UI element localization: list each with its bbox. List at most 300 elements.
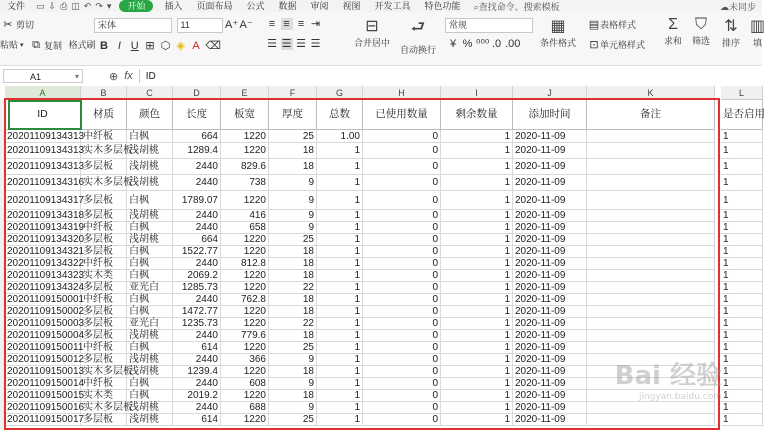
table-cell[interactable]: 0 bbox=[363, 366, 441, 378]
table-cell[interactable] bbox=[587, 210, 715, 222]
column-header-k[interactable]: K bbox=[587, 86, 715, 100]
table-cell[interactable]: 20201109134317 bbox=[5, 191, 81, 210]
table-cell[interactable]: 多层板 bbox=[81, 246, 127, 258]
table-cell[interactable] bbox=[587, 414, 715, 426]
table-cell[interactable]: 白枫 bbox=[127, 342, 173, 354]
undo-icon[interactable]: ↶ bbox=[83, 0, 92, 11]
table-cell[interactable] bbox=[587, 246, 715, 258]
table-cell[interactable]: 0 bbox=[363, 330, 441, 342]
table-cell[interactable]: 2020-11-09 bbox=[513, 282, 587, 294]
table-cell[interactable]: 浅胡桃 bbox=[127, 159, 173, 175]
table-cell[interactable]: 1 bbox=[721, 414, 763, 426]
column-header-c[interactable]: C bbox=[127, 86, 173, 100]
table-cell[interactable] bbox=[587, 143, 715, 159]
header-cell[interactable]: ID bbox=[5, 100, 81, 130]
column-header-a[interactable]: A bbox=[5, 86, 81, 100]
table-cell[interactable]: 1220 bbox=[221, 306, 269, 318]
table-cell[interactable]: 25 bbox=[269, 414, 317, 426]
merge-center-button[interactable] bbox=[354, 16, 390, 49]
table-cell[interactable]: 1220 bbox=[221, 282, 269, 294]
table-cell[interactable]: 1220 bbox=[221, 234, 269, 246]
table-cell[interactable]: 1 bbox=[721, 210, 763, 222]
column-header-b[interactable]: B bbox=[81, 86, 127, 100]
table-cell[interactable]: 0 bbox=[363, 222, 441, 234]
table-cell[interactable]: 20201109134323 bbox=[7, 270, 85, 281]
table-cell[interactable]: 829.6 bbox=[221, 159, 269, 175]
column-header-d[interactable]: D bbox=[173, 86, 221, 100]
header-cell[interactable]: 备注 bbox=[587, 100, 715, 130]
table-cell[interactable]: 多层板 bbox=[81, 318, 127, 330]
table-cell[interactable]: 9 bbox=[269, 378, 317, 390]
table-cell[interactable]: 1 bbox=[317, 378, 363, 390]
tab-developer[interactable]: 开发工具 bbox=[374, 1, 411, 11]
table-cell[interactable]: 1 bbox=[317, 402, 363, 414]
table-cell[interactable]: 1 bbox=[721, 282, 763, 294]
sync-status[interactable] bbox=[720, 0, 762, 13]
table-cell[interactable]: 多层板 bbox=[81, 282, 127, 294]
decrease-font-icon[interactable]: A⁻ bbox=[239, 18, 253, 31]
table-cell[interactable]: 白枫 bbox=[127, 246, 173, 258]
table-cell[interactable]: 浅胡桃 bbox=[127, 354, 173, 366]
table-cell[interactable] bbox=[587, 306, 715, 318]
increase-font-icon[interactable]: A⁺ bbox=[225, 18, 239, 31]
table-cell[interactable]: 1239.4 bbox=[173, 366, 221, 378]
column-header-h[interactable]: H bbox=[363, 86, 441, 100]
table-cell[interactable]: 18 bbox=[269, 294, 317, 306]
table-cell[interactable]: 1 bbox=[721, 402, 763, 414]
table-cell[interactable]: 20201109150004 bbox=[7, 330, 85, 341]
table-cell[interactable]: 1 bbox=[441, 222, 513, 234]
table-cell[interactable]: 2020-11-09 bbox=[513, 354, 587, 366]
table-cell[interactable]: 1 bbox=[441, 130, 513, 143]
column-header-g[interactable]: G bbox=[317, 86, 363, 100]
table-cell[interactable]: 1 bbox=[721, 258, 763, 270]
underline-icon[interactable]: U bbox=[130, 40, 139, 52]
table-cell[interactable]: 25 bbox=[269, 130, 317, 143]
header-cell[interactable]: 剩余数量 bbox=[441, 100, 513, 130]
table-style-button[interactable] bbox=[588, 18, 636, 31]
align-middle-icon[interactable]: ≡ bbox=[281, 18, 293, 30]
table-cell[interactable]: 2020-11-09 bbox=[513, 342, 587, 354]
table-cell[interactable]: 20201109134319 bbox=[7, 222, 85, 233]
table-cell[interactable]: 2019.2 bbox=[173, 390, 221, 402]
table-cell[interactable]: 亚光白 bbox=[127, 318, 173, 330]
table-cell[interactable]: 1 bbox=[721, 318, 763, 330]
table-cell[interactable]: 1 bbox=[317, 414, 363, 426]
align-right-icon[interactable]: ☰ bbox=[296, 38, 306, 50]
table-cell[interactable]: 1 bbox=[317, 175, 363, 191]
table-cell[interactable]: 2020-11-09 bbox=[513, 330, 587, 342]
table-cell[interactable]: 2440 bbox=[173, 258, 221, 270]
table-cell[interactable]: 1 bbox=[317, 306, 363, 318]
table-cell[interactable]: 18 bbox=[269, 366, 317, 378]
table-cell[interactable]: 2020-11-09 bbox=[513, 270, 587, 282]
table-cell[interactable]: 1 bbox=[441, 159, 513, 175]
table-cell[interactable]: 1 bbox=[441, 210, 513, 222]
save-icon[interactable]: ▭ bbox=[36, 0, 45, 11]
table-cell[interactable]: 1220 bbox=[221, 191, 269, 210]
table-cell[interactable]: 9 bbox=[269, 222, 317, 234]
tab-home[interactable]: 开始 bbox=[119, 0, 153, 12]
thousands-icon[interactable]: ⁰⁰⁰ bbox=[476, 38, 490, 50]
table-cell[interactable]: 1 bbox=[721, 354, 763, 366]
tab-features[interactable]: 特色功能 bbox=[424, 1, 461, 11]
table-cell[interactable]: 1285.73 bbox=[173, 282, 221, 294]
table-cell[interactable]: 1789.07 bbox=[173, 191, 221, 210]
table-cell[interactable]: 18 bbox=[269, 270, 317, 282]
table-cell[interactable]: 20201109134320 bbox=[7, 234, 85, 245]
command-search[interactable] bbox=[474, 0, 560, 13]
header-cell[interactable]: 已使用数量 bbox=[363, 100, 441, 130]
tab-insert[interactable]: 插入 bbox=[164, 1, 183, 11]
table-cell[interactable]: 2069.2 bbox=[173, 270, 221, 282]
font-color-icon[interactable]: A bbox=[192, 40, 200, 52]
table-cell[interactable]: 1 bbox=[317, 270, 363, 282]
table-cell[interactable]: 中纤板 bbox=[81, 130, 127, 143]
filter-button[interactable] bbox=[692, 16, 710, 47]
table-cell[interactable]: 2020-11-09 bbox=[513, 306, 587, 318]
table-cell[interactable]: 9 bbox=[269, 354, 317, 366]
header-cell[interactable]: 厚度 bbox=[269, 100, 317, 130]
table-cell[interactable]: 1 bbox=[317, 159, 363, 175]
table-cell[interactable]: 2020-11-09 bbox=[513, 222, 587, 234]
table-cell[interactable]: 9 bbox=[269, 402, 317, 414]
formula-input[interactable]: ID bbox=[145, 70, 156, 82]
table-cell[interactable]: 浅胡桃 bbox=[127, 330, 173, 342]
table-cell[interactable]: 688 bbox=[221, 402, 269, 414]
table-cell[interactable]: 2020-11-09 bbox=[513, 414, 587, 426]
table-cell[interactable]: 2020-11-09 bbox=[513, 378, 587, 390]
table-cell[interactable]: 浅胡桃 bbox=[127, 234, 173, 246]
table-cell[interactable]: 0 bbox=[363, 342, 441, 354]
table-cell[interactable]: 614 bbox=[173, 342, 221, 354]
table-cell[interactable]: 0 bbox=[363, 282, 441, 294]
table-cell[interactable]: 2440 bbox=[173, 159, 221, 175]
table-cell[interactable]: 1 bbox=[441, 306, 513, 318]
table-cell[interactable]: 1220 bbox=[221, 270, 269, 282]
header-cell[interactable]: 材质 bbox=[81, 100, 127, 130]
header-cell[interactable]: 添加时间 bbox=[513, 100, 587, 130]
table-cell[interactable]: 实木多层板 bbox=[83, 402, 133, 413]
table-cell[interactable]: 20201109150015 bbox=[7, 390, 85, 401]
table-cell[interactable]: 2440 bbox=[173, 210, 221, 222]
table-cell[interactable]: 1522.77 bbox=[173, 246, 221, 258]
table-cell[interactable]: 614 bbox=[173, 414, 221, 426]
table-cell[interactable]: 22 bbox=[269, 282, 317, 294]
table-cell[interactable]: 1220 bbox=[221, 318, 269, 330]
table-cell[interactable]: 22 bbox=[269, 318, 317, 330]
table-cell[interactable]: 2020-11-09 bbox=[513, 318, 587, 330]
tab-page-layout[interactable]: 页面布局 bbox=[196, 1, 233, 11]
table-cell[interactable] bbox=[587, 318, 715, 330]
table-cell[interactable]: 9 bbox=[269, 210, 317, 222]
table-cell[interactable]: 1 bbox=[441, 378, 513, 390]
column-header-j[interactable]: J bbox=[513, 86, 587, 100]
table-cell[interactable]: 2440 bbox=[173, 294, 221, 306]
table-cell[interactable]: 1 bbox=[721, 342, 763, 354]
table-cell[interactable]: 25 bbox=[269, 342, 317, 354]
table-cell[interactable]: 1 bbox=[721, 191, 763, 210]
table-cell[interactable]: 1220 bbox=[221, 390, 269, 402]
table-cell[interactable]: 1 bbox=[317, 330, 363, 342]
table-cell[interactable] bbox=[587, 330, 715, 342]
table-cell[interactable]: 2020-11-09 bbox=[513, 159, 587, 175]
table-cell[interactable]: 1 bbox=[721, 294, 763, 306]
table-cell[interactable]: 1 bbox=[441, 366, 513, 378]
table-cell[interactable]: 1 bbox=[441, 143, 513, 159]
table-cell[interactable]: 多层板 bbox=[81, 191, 127, 210]
table-cell[interactable]: 亚光白 bbox=[127, 282, 173, 294]
table-cell[interactable] bbox=[587, 342, 715, 354]
table-cell[interactable]: 1 bbox=[317, 390, 363, 402]
table-cell[interactable]: 1 bbox=[441, 234, 513, 246]
table-cell[interactable]: 779.6 bbox=[221, 330, 269, 342]
table-cell[interactable]: 812.8 bbox=[221, 258, 269, 270]
table-cell[interactable]: 1 bbox=[721, 270, 763, 282]
table-cell[interactable]: 664 bbox=[173, 130, 221, 143]
table-cell[interactable]: 18 bbox=[269, 159, 317, 175]
clear-format-icon[interactable]: ⌫ bbox=[205, 40, 221, 52]
align-bottom-icon[interactable]: ≡ bbox=[297, 18, 305, 30]
fill-color-icon[interactable]: ◈ bbox=[176, 40, 185, 52]
table-cell[interactable]: 多层板 bbox=[81, 234, 127, 246]
table-cell[interactable]: 白枫 bbox=[127, 130, 173, 143]
tab-review[interactable]: 审阅 bbox=[310, 1, 329, 11]
table-cell[interactable]: 1 bbox=[441, 270, 513, 282]
table-cell[interactable]: 1 bbox=[317, 143, 363, 159]
table-cell[interactable]: 1 bbox=[721, 330, 763, 342]
header-cell[interactable]: 颜色 bbox=[127, 100, 173, 130]
table-cell[interactable]: 1 bbox=[317, 210, 363, 222]
table-cell[interactable]: 20201109150013 bbox=[7, 366, 85, 377]
table-cell[interactable]: 1 bbox=[441, 390, 513, 402]
table-cell[interactable]: 2020-11-09 bbox=[513, 143, 587, 159]
wrap-text-button[interactable] bbox=[400, 16, 436, 56]
table-cell[interactable]: 白枫 bbox=[127, 270, 173, 282]
sum-button[interactable] bbox=[664, 16, 682, 47]
table-cell[interactable]: 1 bbox=[441, 246, 513, 258]
table-cell[interactable]: 18 bbox=[269, 306, 317, 318]
table-cell[interactable]: 1 bbox=[441, 318, 513, 330]
shape-icon[interactable]: ⬡ bbox=[160, 40, 171, 52]
table-cell[interactable]: 20201109150001 bbox=[7, 294, 85, 305]
table-cell[interactable]: 1472.77 bbox=[173, 306, 221, 318]
table-cell[interactable]: 多层板 bbox=[81, 414, 127, 426]
table-cell[interactable]: 2020-11-09 bbox=[513, 366, 587, 378]
column-header-l[interactable]: L bbox=[721, 86, 763, 100]
table-cell[interactable]: 608 bbox=[221, 378, 269, 390]
table-cell[interactable]: 20201109150002 bbox=[7, 306, 85, 317]
table-cell[interactable]: 2020-11-09 bbox=[513, 294, 587, 306]
table-cell[interactable]: 1 bbox=[441, 330, 513, 342]
table-cell[interactable]: 多层板 bbox=[81, 330, 127, 342]
table-cell[interactable]: 白枫 bbox=[127, 222, 173, 234]
paste-button[interactable] bbox=[0, 38, 24, 51]
table-cell[interactable]: 1 bbox=[721, 234, 763, 246]
table-cell[interactable]: 1 bbox=[317, 222, 363, 234]
table-cell[interactable]: 20201109134313 bbox=[5, 143, 81, 159]
table-cell[interactable] bbox=[587, 402, 715, 414]
table-cell[interactable]: 1 bbox=[721, 390, 763, 402]
table-cell[interactable]: 1 bbox=[721, 159, 763, 175]
table-cell[interactable]: 1 bbox=[721, 306, 763, 318]
header-cell[interactable]: 长度 bbox=[173, 100, 221, 130]
table-cell[interactable]: 18 bbox=[269, 258, 317, 270]
table-cell[interactable]: 9 bbox=[269, 191, 317, 210]
table-cell[interactable]: 1.00 bbox=[317, 130, 363, 143]
border-icon[interactable]: ⊞ bbox=[145, 40, 155, 52]
table-cell[interactable]: 2020-11-09 bbox=[513, 390, 587, 402]
table-cell[interactable]: 多层板 bbox=[81, 306, 127, 318]
file-menu[interactable]: 文件 bbox=[7, 1, 26, 11]
table-cell[interactable]: 20201109134318 bbox=[7, 210, 85, 221]
table-cell[interactable]: 1 bbox=[721, 378, 763, 390]
tab-view[interactable]: 视图 bbox=[342, 1, 361, 11]
table-cell[interactable]: 白枫 bbox=[127, 191, 173, 210]
table-cell[interactable] bbox=[587, 294, 715, 306]
table-cell[interactable] bbox=[587, 282, 715, 294]
table-cell[interactable]: 0 bbox=[363, 210, 441, 222]
table-cell[interactable]: 2440 bbox=[173, 402, 221, 414]
table-cell[interactable]: 白枫 bbox=[127, 378, 173, 390]
table-cell[interactable]: 2020-11-09 bbox=[513, 402, 587, 414]
table-cell[interactable]: 2440 bbox=[173, 354, 221, 366]
table-cell[interactable]: 1220 bbox=[221, 414, 269, 426]
table-cell[interactable]: 1 bbox=[317, 318, 363, 330]
table-cell[interactable]: 0 bbox=[363, 143, 441, 159]
table-cell[interactable]: 多层板 bbox=[81, 159, 127, 175]
table-cell[interactable]: 1 bbox=[317, 342, 363, 354]
table-cell[interactable]: 0 bbox=[363, 378, 441, 390]
table-cell[interactable] bbox=[587, 159, 715, 175]
tab-formulas[interactable]: 公式 bbox=[246, 1, 265, 11]
table-cell[interactable] bbox=[587, 191, 715, 210]
table-cell[interactable]: 实木多层板 bbox=[83, 366, 133, 377]
table-cell[interactable]: 0 bbox=[363, 402, 441, 414]
table-cell[interactable]: 1 bbox=[441, 342, 513, 354]
table-cell[interactable]: 中纤板 bbox=[81, 222, 127, 234]
table-cell[interactable]: 多层板 bbox=[81, 354, 127, 366]
redo-icon[interactable]: ↷ bbox=[95, 0, 103, 11]
table-cell[interactable] bbox=[587, 234, 715, 246]
table-cell[interactable]: 0 bbox=[363, 270, 441, 282]
table-cell[interactable]: 18 bbox=[269, 143, 317, 159]
column-header-f[interactable]: F bbox=[269, 86, 317, 100]
table-cell[interactable]: 1 bbox=[441, 414, 513, 426]
table-cell[interactable] bbox=[587, 270, 715, 282]
table-cell[interactable]: 1220 bbox=[221, 246, 269, 258]
tab-data[interactable]: 数据 bbox=[278, 1, 297, 11]
table-cell[interactable]: 实木类 bbox=[81, 270, 127, 282]
table-cell[interactable]: 1 bbox=[441, 258, 513, 270]
table-cell[interactable]: 1235.73 bbox=[173, 318, 221, 330]
sort-button[interactable] bbox=[722, 16, 740, 49]
number-format-select[interactable]: 常规 bbox=[445, 18, 533, 33]
table-cell[interactable]: 1 bbox=[441, 282, 513, 294]
table-cell[interactable]: 2440 bbox=[173, 378, 221, 390]
decrease-decimal-icon[interactable]: .00 bbox=[505, 38, 521, 50]
table-cell[interactable]: 25 bbox=[269, 234, 317, 246]
dropdown-icon[interactable]: ▾ bbox=[106, 0, 112, 11]
table-cell[interactable] bbox=[587, 175, 715, 191]
table-cell[interactable]: 1 bbox=[441, 402, 513, 414]
table-cell[interactable]: 1 bbox=[441, 294, 513, 306]
font-name-select[interactable]: 宋体 bbox=[94, 18, 172, 33]
table-cell[interactable]: 762.8 bbox=[221, 294, 269, 306]
table-cell[interactable]: 20201109150012 bbox=[7, 354, 85, 365]
table-cell[interactable]: 20201109134313 bbox=[7, 131, 85, 142]
font-size-select[interactable]: 11 bbox=[177, 18, 223, 33]
align-left-icon[interactable]: ☰ bbox=[267, 38, 277, 50]
table-cell[interactable]: 658 bbox=[221, 222, 269, 234]
table-cell[interactable]: 1 bbox=[317, 294, 363, 306]
header-cell[interactable]: 总数 bbox=[317, 100, 363, 130]
table-cell[interactable] bbox=[587, 130, 715, 143]
column-header-i[interactable]: I bbox=[441, 86, 513, 100]
table-cell[interactable]: 1220 bbox=[221, 342, 269, 354]
table-cell[interactable]: 0 bbox=[363, 159, 441, 175]
table-cell[interactable]: 18 bbox=[269, 330, 317, 342]
table-cell[interactable]: 实木多层板 bbox=[81, 175, 127, 191]
table-cell[interactable]: 中纤板 bbox=[81, 378, 127, 390]
name-box[interactable] bbox=[3, 69, 83, 83]
currency-icon[interactable]: ¥ bbox=[449, 38, 457, 50]
align-top-icon[interactable]: ≡ bbox=[268, 18, 276, 30]
conditional-format-button[interactable] bbox=[540, 16, 576, 49]
table-cell[interactable]: 2020-11-09 bbox=[513, 258, 587, 270]
table-cell[interactable]: 0 bbox=[363, 294, 441, 306]
table-cell[interactable]: 416 bbox=[221, 210, 269, 222]
table-cell[interactable]: 9 bbox=[269, 175, 317, 191]
export-icon[interactable]: ⇩ bbox=[48, 0, 57, 11]
table-cell[interactable]: 20201109134324 bbox=[7, 282, 85, 293]
table-cell[interactable]: 2020-11-09 bbox=[513, 246, 587, 258]
format-painter-button[interactable] bbox=[69, 38, 96, 51]
table-cell[interactable]: 738 bbox=[221, 175, 269, 191]
table-cell[interactable]: 1 bbox=[721, 222, 763, 234]
table-cell[interactable]: 1220 bbox=[221, 130, 269, 143]
table-cell[interactable]: 2440 bbox=[173, 175, 221, 191]
table-cell[interactable]: 白枫 bbox=[127, 258, 173, 270]
table-cell[interactable]: 1 bbox=[721, 175, 763, 191]
table-cell[interactable]: 1 bbox=[317, 282, 363, 294]
italic-icon[interactable]: I bbox=[117, 40, 121, 52]
table-cell[interactable]: 浅胡桃 bbox=[127, 210, 173, 222]
table-cell[interactable]: 2020-11-09 bbox=[513, 191, 587, 210]
table-cell[interactable]: 2020-11-09 bbox=[513, 234, 587, 246]
table-cell[interactable]: 0 bbox=[363, 306, 441, 318]
table-cell[interactable]: 1289.4 bbox=[173, 143, 221, 159]
percent-icon[interactable]: % bbox=[462, 38, 473, 50]
table-cell[interactable]: 浅胡桃 bbox=[127, 414, 173, 426]
table-cell[interactable]: 白枫 bbox=[127, 306, 173, 318]
zoom-icon[interactable]: ⊕ bbox=[109, 70, 119, 83]
table-cell[interactable]: 20201109134321 bbox=[7, 246, 85, 257]
table-cell[interactable]: 1 bbox=[317, 246, 363, 258]
table-cell[interactable] bbox=[587, 258, 715, 270]
table-cell[interactable]: 2020-11-09 bbox=[513, 175, 587, 191]
table-cell[interactable]: 实木类 bbox=[81, 390, 127, 402]
header-cell[interactable]: 是否启用 bbox=[721, 100, 763, 130]
table-cell[interactable]: 0 bbox=[363, 258, 441, 270]
table-cell[interactable]: 20201109134322 bbox=[7, 258, 85, 269]
table-cell[interactable]: 20201109134316 bbox=[5, 175, 81, 191]
table-cell[interactable]: 浅胡桃 bbox=[127, 366, 173, 378]
table-cell[interactable]: 1 bbox=[721, 366, 763, 378]
cut-button[interactable] bbox=[2, 18, 34, 31]
indent-icon[interactable]: ⇥ bbox=[310, 18, 321, 30]
table-cell[interactable] bbox=[587, 222, 715, 234]
